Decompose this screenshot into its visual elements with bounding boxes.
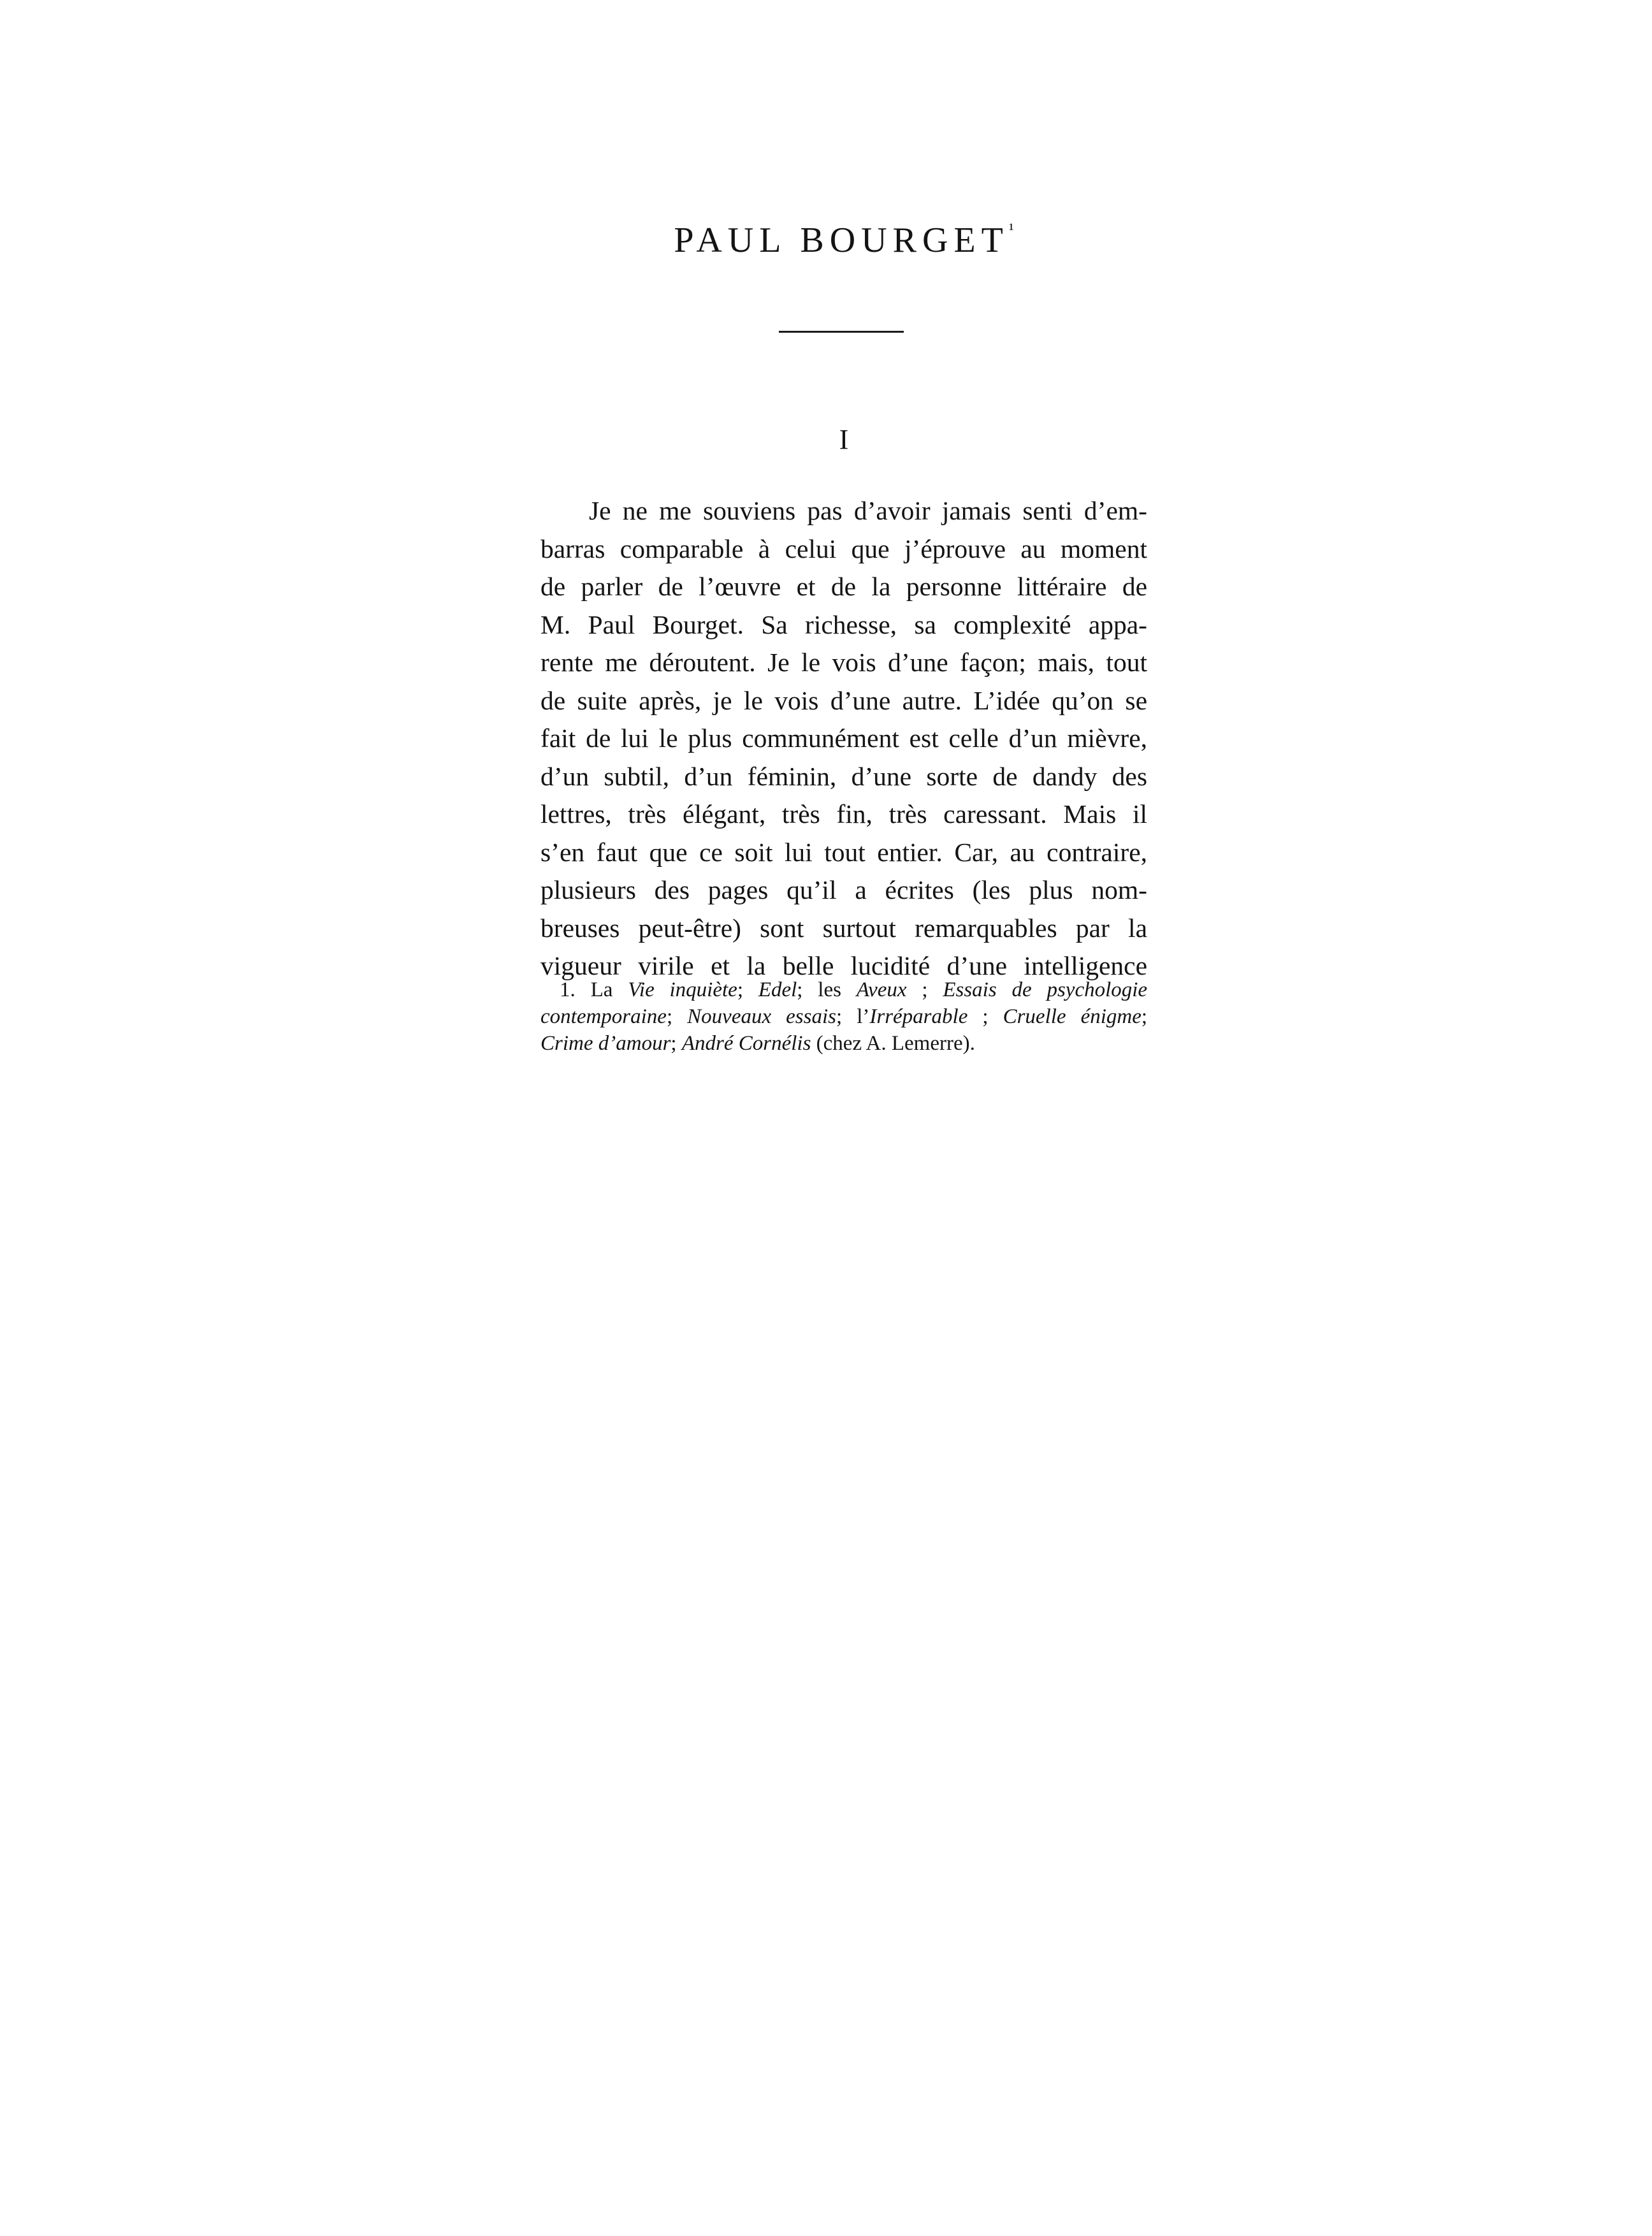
footnote-number: 1.: [560, 978, 576, 1001]
body-paragraph: [540, 492, 1147, 985]
work-title: contemporaine: [540, 1005, 667, 1028]
text-line: fait de lui le plus communément est celle d’un mièvre,: [540, 723, 1147, 753]
work-title: Edel: [758, 978, 797, 1001]
text-line: de parler de l’œuvre et de la personne littéraire de: [540, 572, 1147, 601]
footnote-line: Crime d’amour; André Cornélis (chez A. Lemerre).: [540, 1032, 975, 1055]
work-title: Nouveaux essais: [687, 1005, 836, 1028]
text-line: barras comparable à celui que j’éprouve au moment: [540, 534, 1147, 563]
work-title: André Cornélis: [681, 1032, 811, 1055]
work-title: Crime d’amour: [540, 1032, 671, 1055]
work-title: Irréparable: [869, 1005, 968, 1028]
text-line: Je ne me souviens pas d’avoir jamais senti d’em-: [589, 496, 1147, 525]
text-line: lettres, très élégant, très fin, très caressant. Mais il: [540, 799, 1147, 829]
publisher-note: (chez A. Lemerre).: [816, 1032, 975, 1055]
text-line: d’un subtil, d’un féminin, d’une sorte de dandy des: [540, 761, 1147, 791]
work-title: Essais de psychologie: [943, 978, 1148, 1001]
footnote: [540, 976, 1147, 1057]
work-title: Aveux: [856, 978, 907, 1001]
chapter-title: [0, 220, 1652, 261]
text-line: breuses peut-être) sont surtout remarquables par la: [540, 913, 1147, 943]
footnote-line: contemporaine; Nouveaux essais; l’Irréparable ; Cruelle énigme;: [540, 1005, 1148, 1028]
work-title: Vie inquiète: [628, 978, 737, 1001]
text-line: vigueur virile et la belle lucidité d’une intelligence: [540, 951, 1147, 980]
text-line: rente me déroutent. Je le vois d’une façon; mais, tout: [540, 648, 1147, 677]
text-line: plusieurs des pages qu’il a écrites (les plus nom-: [540, 875, 1147, 904]
footnote-line: 1. La Vie inquiète; Edel; les Aveux ; Essais de psychologie: [560, 978, 1148, 1001]
text-line: s’en faut que ce soit lui tout entier. Car, au contraire,: [540, 837, 1147, 867]
text-line: M. Paul Bourget. Sa richesse, sa complexité appa-: [540, 609, 1147, 639]
text-line: de suite après, je le vois d’une autre. L’idée qu’on se: [540, 685, 1147, 715]
footnote-reference: ¹: [1008, 220, 1014, 238]
chapter-title-text: PAUL BOURGET: [674, 221, 1009, 260]
section-number: I: [839, 424, 849, 455]
work-title: Cruelle énigme: [1003, 1005, 1141, 1028]
title-rule: [779, 331, 904, 333]
